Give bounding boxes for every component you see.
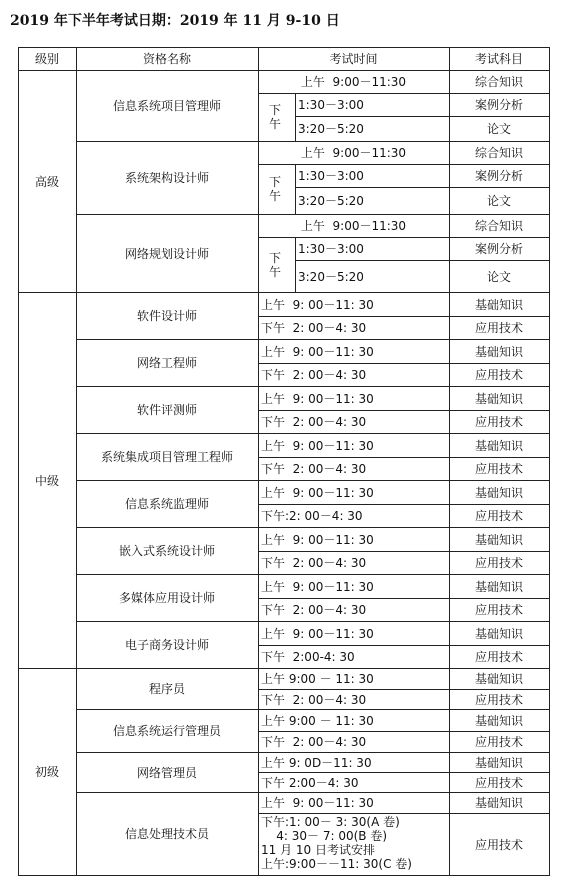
exam-subject: 基础知识 bbox=[474, 579, 523, 594]
exam-subject: 应用技术 bbox=[474, 509, 523, 523]
exam-time-pm: 下午 2: 00－4: 30 bbox=[261, 692, 367, 707]
exam-time-am: 上午 9:00－11:30 bbox=[300, 75, 407, 89]
page-title: 2019 年下半年考试日期：2019 年 11 月 9-10 日 bbox=[10, 13, 340, 29]
exam-time-am: 上午 9: 00－11: 30 bbox=[261, 438, 374, 453]
exam-subject: 综合知识 bbox=[474, 75, 523, 89]
exam-subject: 应用技术 bbox=[474, 462, 523, 476]
exam-time-pm: 下午 2: 00－4: 30 bbox=[261, 368, 367, 382]
exam-time-am: 上午 9: 00－11: 30 bbox=[261, 391, 374, 406]
exam-time-am: 上午 9: 00－11: 30 bbox=[261, 626, 374, 641]
exam-subject: 基础知识 bbox=[474, 344, 523, 359]
exam-subject: 基础知识 bbox=[474, 438, 523, 453]
exam-time-pm: 3:20－5:20 bbox=[298, 122, 364, 136]
exam-time-pm: 下午 2: 00－4: 30 bbox=[261, 321, 367, 335]
exam-subject: 基础知识 bbox=[474, 532, 523, 547]
exam-subject: 基础知识 bbox=[474, 485, 523, 500]
qualification-name: 电子商务设计师 bbox=[124, 638, 209, 652]
qualification-name: 信息处理技术员 bbox=[124, 827, 209, 841]
exam-time-am: 上午 9:00 － 11: 30 bbox=[261, 672, 374, 686]
exam-subject: 基础知识 bbox=[474, 796, 523, 810]
exam-time-pm: 下午 2: 00－4: 30 bbox=[261, 462, 367, 476]
pm-label: 下 午 bbox=[268, 250, 281, 279]
exam-subject: 应用技术 bbox=[474, 556, 523, 570]
qualification-name: 网络工程师 bbox=[136, 356, 197, 370]
exam-time-pm: 下午:1: 00－ 3: 30(A 卷) 4: 30－ 7: 00(B 卷) 11 月 10 日考试安排 上午:9:00－－11: 30(C 卷) bbox=[261, 815, 412, 871]
exam-time-am: 上午 9: 00－11: 30 bbox=[261, 532, 374, 547]
exam-subject: 案例分析 bbox=[474, 98, 523, 112]
header-time: 考试时间 bbox=[329, 52, 378, 66]
header-level: 级别 bbox=[34, 52, 59, 66]
exam-time-am: 上午 9: 00－11: 30 bbox=[261, 485, 374, 500]
exam-subject: 论文 bbox=[486, 269, 511, 284]
exam-time-pm: 1:30－3:00 bbox=[298, 242, 364, 256]
qualification-name: 网络规划设计师 bbox=[124, 246, 209, 261]
exam-subject: 应用技术 bbox=[474, 321, 523, 335]
exam-time-pm: 下午 2: 00－4: 30 bbox=[261, 735, 367, 749]
exam-time-am: 上午 9: 00－11: 30 bbox=[261, 344, 374, 359]
exam-subject: 应用技术 bbox=[474, 692, 523, 707]
level-junior: 初级 bbox=[34, 765, 59, 779]
exam-time-pm: 下午 2: 00－4: 30 bbox=[261, 556, 367, 570]
qualification-name: 嵌入式系统设计师 bbox=[118, 544, 215, 558]
exam-subject: 基础知识 bbox=[474, 672, 523, 686]
exam-subject: 基础知识 bbox=[474, 713, 523, 728]
qualification-name: 信息系统项目管理师 bbox=[112, 99, 221, 113]
pm-label: 下 午 bbox=[268, 103, 281, 131]
qualification-name: 系统架构设计师 bbox=[124, 171, 209, 185]
qualification-name: 系统集成项目管理工程师 bbox=[100, 450, 233, 464]
exam-time-pm: 3:20－5:20 bbox=[298, 269, 364, 284]
qualification-name: 软件评测师 bbox=[136, 403, 197, 417]
exam-time-pm: 下午:2: 00－4: 30 bbox=[261, 509, 363, 523]
qualification-name: 信息系统运行管理员 bbox=[112, 724, 221, 738]
exam-subject: 基础知识 bbox=[474, 755, 523, 770]
exam-time-am: 上午 9:00－11:30 bbox=[300, 146, 407, 160]
exam-subject: 案例分析 bbox=[474, 169, 523, 183]
exam-time-am: 上午 9: 00－11: 30 bbox=[261, 297, 374, 312]
exam-time-pm: 下午 2: 00－4: 30 bbox=[261, 603, 367, 617]
exam-time-am: 上午 9:00－11:30 bbox=[300, 219, 407, 233]
qualification-name: 多媒体应用设计师 bbox=[118, 591, 215, 605]
exam-subject: 应用技术 bbox=[474, 368, 523, 382]
qualification-name: 网络管理员 bbox=[136, 765, 197, 780]
exam-subject: 综合知识 bbox=[474, 219, 523, 233]
exam-subject: 基础知识 bbox=[474, 391, 523, 406]
header-name: 资格名称 bbox=[142, 52, 191, 66]
exam-subject: 应用技术 bbox=[474, 735, 523, 749]
exam-subject: 综合知识 bbox=[474, 146, 523, 160]
exam-time-pm: 下午 2: 00－4: 30 bbox=[261, 415, 367, 429]
level-middle: 中级 bbox=[34, 473, 59, 488]
header-subject: 考试科目 bbox=[474, 52, 523, 66]
exam-time-pm: 下午 2:00－4: 30 bbox=[261, 775, 359, 790]
qualification-name: 软件设计师 bbox=[136, 309, 197, 323]
exam-subject: 应用技术 bbox=[474, 837, 523, 852]
qualification-name: 程序员 bbox=[148, 682, 185, 696]
exam-subject: 案例分析 bbox=[474, 242, 523, 256]
level-senior: 高级 bbox=[34, 174, 59, 189]
exam-subject: 论文 bbox=[486, 194, 511, 208]
exam-time-am: 上午 9: 00－11: 30 bbox=[261, 579, 374, 594]
pm-label: 下 午 bbox=[268, 175, 281, 203]
exam-time-pm: 下午 2:00-4: 30 bbox=[261, 650, 355, 664]
exam-time-pm: 1:30－3:00 bbox=[298, 98, 364, 112]
exam-subject: 论文 bbox=[486, 122, 511, 136]
exam-subject: 应用技术 bbox=[474, 603, 523, 617]
exam-time-am: 上午 9: 0D－11: 30 bbox=[261, 755, 372, 770]
exam-subject: 基础知识 bbox=[474, 297, 523, 312]
exam-subject: 应用技术 bbox=[474, 775, 523, 790]
exam-subject: 应用技术 bbox=[474, 415, 523, 429]
exam-time-am: 上午 9: 00－11: 30 bbox=[261, 796, 374, 810]
exam-time-pm: 1:30－3:00 bbox=[298, 169, 364, 183]
exam-time-pm: 3:20－5:20 bbox=[298, 194, 364, 208]
exam-time-am: 上午 9:00 － 11: 30 bbox=[261, 713, 374, 728]
exam-subject: 应用技术 bbox=[474, 650, 523, 664]
qualification-name: 信息系统监理师 bbox=[124, 497, 209, 511]
exam-subject: 基础知识 bbox=[474, 626, 523, 641]
